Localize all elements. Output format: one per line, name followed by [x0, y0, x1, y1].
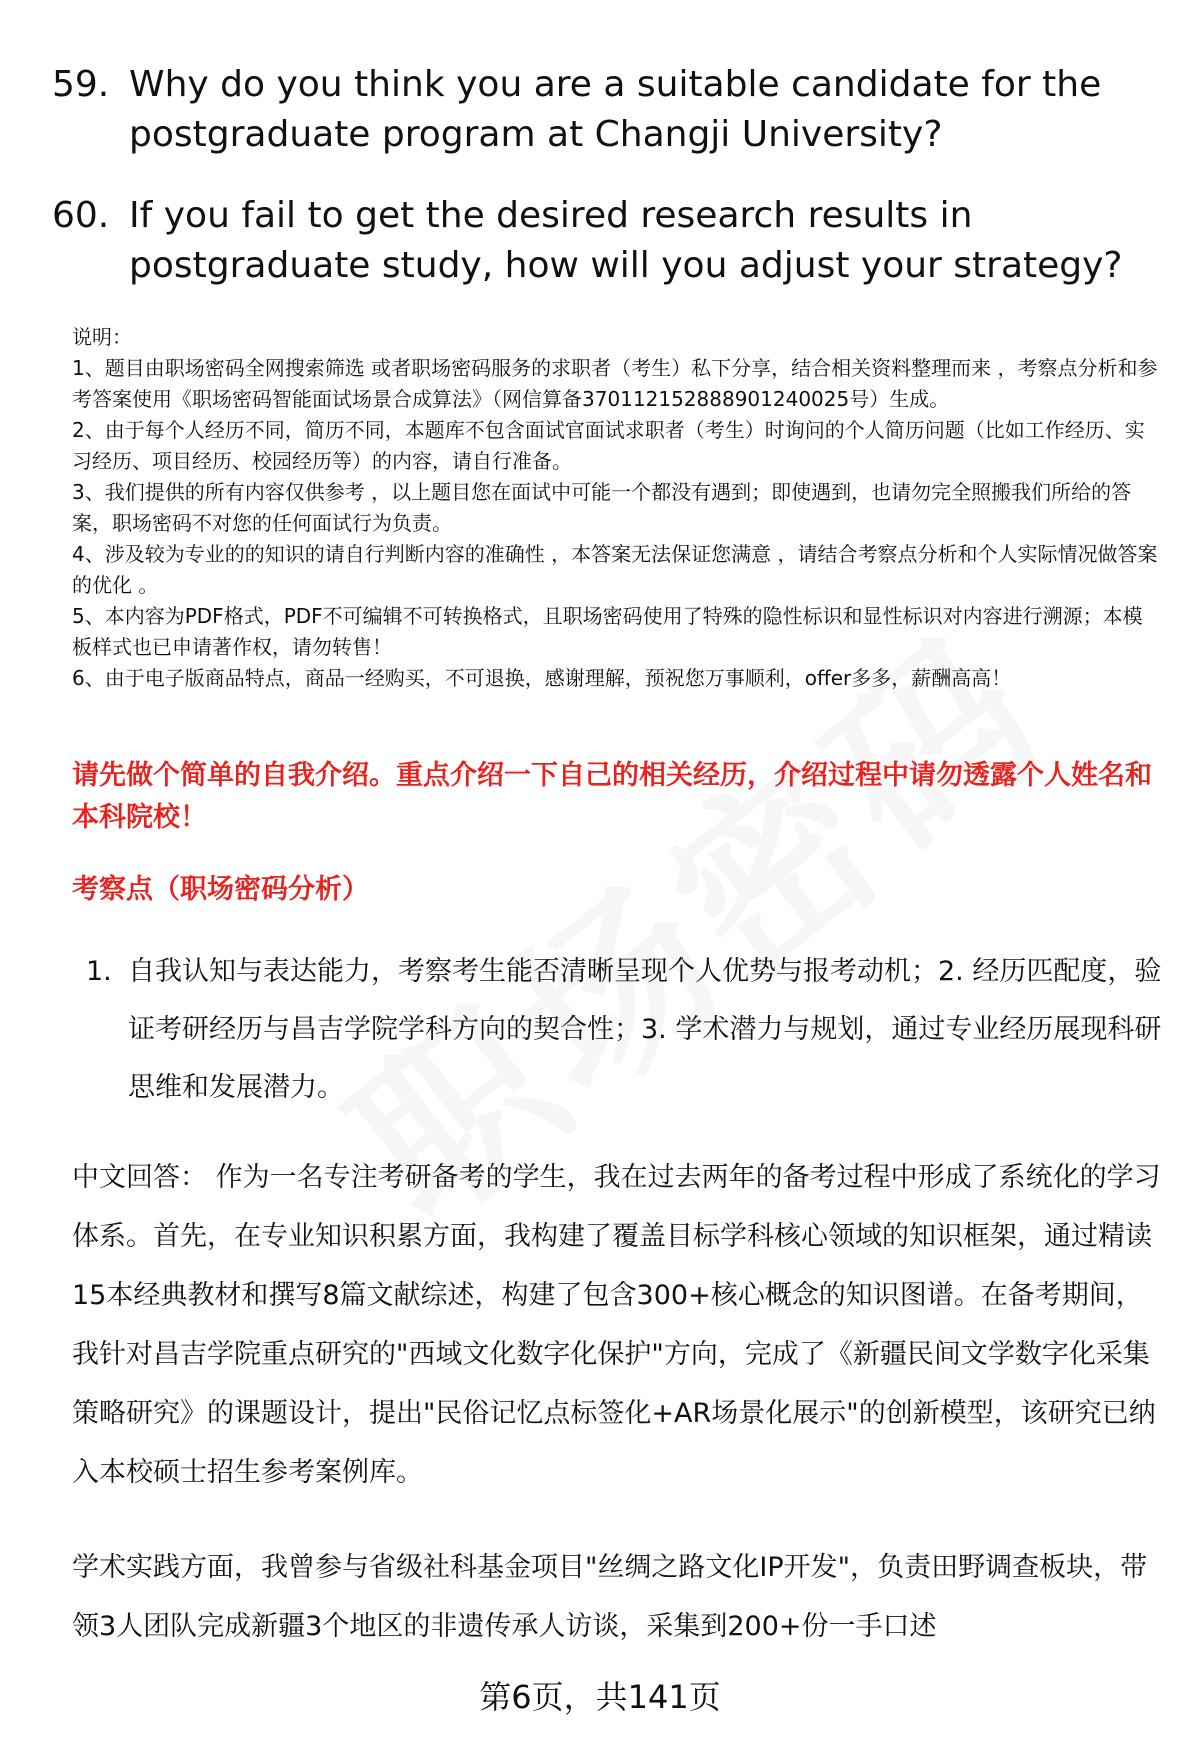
- analysis-heading: 考察点（职场密码分析）: [72, 874, 369, 905]
- note-item: 3、我们提供的所有内容仅供参考 ，以上题目您在面试中可能一个都没有遇到；即使遇到，也请勿完全照搬我们所给的答案，职场密码不对您的任何面试行为负责。: [72, 480, 1132, 535]
- question-item: [52, 191, 1152, 291]
- note-item: 1、题目由职场密码全网搜索筛选 或者职场密码服务的求职者（考生）私下分享，结合相关资料整理而来 ，考察点分析和参考答案使用《职场密码智能面试场景合成算法》（网信算备370112152888901240025号）生成。: [72, 356, 1158, 411]
- note-item: 5、本内容为PDF格式，PDF不可编辑不可转换格式，且职场密码使用了特殊的隐性标识和显性标识对内容进行溯源；本模板样式也已申请著作权，请勿转售！: [72, 604, 1143, 659]
- point-number: 1.: [86, 956, 112, 987]
- notes-section: [72, 322, 1162, 694]
- analysis-points: [86, 943, 1166, 1117]
- question-number: 60.: [52, 195, 110, 236]
- note-item: 6、由于电子版商品特点，商品一经购买，不可退换，感谢理解，预祝您万事顺利，offer多多，薪酬高高！: [72, 666, 1012, 690]
- page-number-footer: 第6页，共141页: [479, 1678, 721, 1716]
- note-item: 2、由于每个人经历不同，简历不同，本题库不包含面试官面试求职者（考生）时询问的个人简历问题（比如工作经历、实习经历、项目经历、校园经历等）的内容，请自行准备。: [72, 418, 1145, 473]
- question-number: 59.: [52, 64, 110, 105]
- note-item: 4、涉及较为专业的的知识的请自行判断内容的准确性 ，本答案无法保证您满意 ，请结合考察点分析和个人实际情况做答案的优化 。: [72, 542, 1158, 597]
- interview-question-heading: 请先做个简单的自我介绍。重点介绍一下自己的相关经历，介绍过程中请勿透露个人姓名和本科院校！: [72, 760, 1152, 833]
- question-text: If you fail to get the desired research results in postgraduate study, how will you adjust your strategy?: [129, 195, 1123, 286]
- point-text: 自我认知与表达能力，考察考生能否清晰呈现个人优势与报考动机；2. 经历匹配度，验证考研经历与昌吉学院学科方向的契合性；3. 学术潜力与规划，通过专业经历展现科研思维和发展潜力。: [128, 956, 1162, 1103]
- notes-title: 说明：: [72, 325, 132, 349]
- question-item: [52, 60, 1152, 160]
- answer-paragraph: 中文回答： 作为一名专注考研备考的学生，我在过去两年的备考过程中形成了系统化的学习体系。首先，在专业知识积累方面，我构建了覆盖目标学科核心领域的知识框架，通过精读15本经典教材和撰写8篇文献综述，构建了包含300+核心概念的知识图谱。在备考期间，我针对昌吉学院重点研究的"西域文化数字化保护"方向，完成了《新疆民间文学数字化采集策略研究》的课题设计，提出"民俗记忆点标签化+AR场景化展示"的创新模型，该研究已纳入本校硕士招生参考案例库。: [72, 1162, 1161, 1488]
- answer-paragraph: 学术实践方面，我曾参与省级社科基金项目"丝绸之路文化IP开发"，负责田野调查板块，带领3人团队完成新疆3个地区的非遗传承人访谈，采集到200+份一手口述: [72, 1552, 1148, 1642]
- question-text: Why do you think you are a suitable candidate for the postgraduate program at Changji University?: [129, 64, 1102, 155]
